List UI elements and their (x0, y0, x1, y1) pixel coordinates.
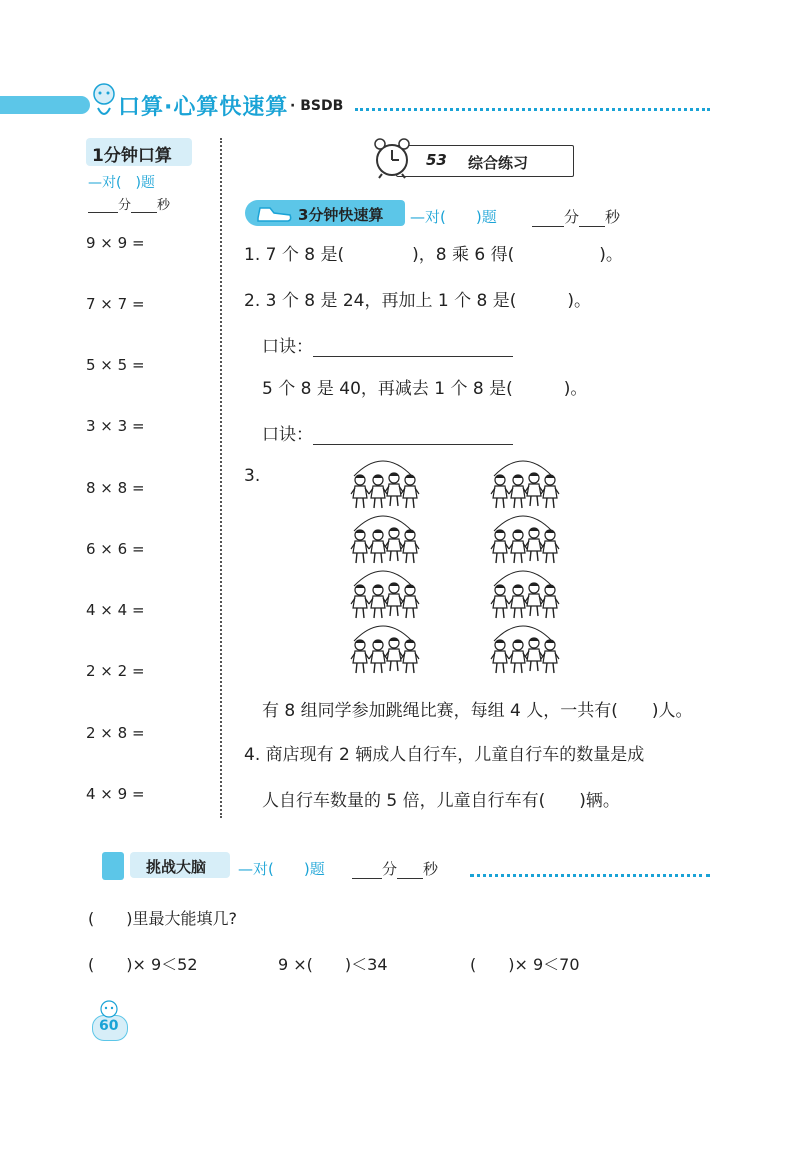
question-2b: 5 个 8 是 40，再减去 1 个 8 是( )。 (262, 379, 588, 399)
mascot-icon (88, 80, 120, 120)
mnemonic-blank (313, 428, 513, 445)
challenge-item: ( )× 9＜70 (470, 955, 580, 974)
column-divider (220, 138, 222, 818)
equation: 4 × 9 = (86, 785, 145, 803)
min-blank (88, 198, 118, 213)
question-4-line2: 人自行车数量的 5 倍，儿童自行车有( )辆。 (262, 791, 620, 811)
challenge-time (352, 858, 438, 879)
challenge-prompt: ( )里最大能填几? (88, 909, 237, 928)
equation: 8 × 8 = (86, 479, 145, 497)
question-1: 1. 7 个 8 是( )，8 乘 6 得( )。 (244, 245, 623, 265)
question-2a: 2. 3 个 8 是 24，再加上 1 个 8 是( )。 (244, 291, 592, 311)
min-blank (352, 864, 382, 879)
sec-blank (397, 864, 423, 879)
equation: 2 × 2 = (86, 662, 145, 680)
left-correct-count: —对( )题 (88, 175, 155, 191)
challenge-dotted-line (470, 874, 710, 877)
equation: 5 × 5 = (86, 356, 145, 374)
sec-label: 秒 (423, 860, 439, 878)
question-4-line1: 4. 商店现有 2 辆成人自行车，儿童自行车的数量是成 (244, 745, 645, 765)
clock-icon (372, 136, 412, 180)
sec-blank (131, 198, 157, 213)
challenge-correct-count: —对( )题 (238, 860, 325, 878)
mnemonic-blank (313, 340, 513, 357)
equation: 7 × 7 = (86, 295, 145, 313)
sec-label: 秒 (157, 198, 171, 213)
challenge-icon (102, 852, 124, 880)
question-3-text: 有 8 组同学参加跳绳比赛，每组 4 人，一共有( )人。 (262, 701, 693, 721)
equation: 4 × 4 = (86, 601, 145, 619)
left-badge-label: 1分钟口算 (92, 146, 172, 166)
mnemonic-line-a (262, 332, 513, 357)
shoe-icon (256, 202, 294, 224)
page-number: 60 (99, 1018, 119, 1034)
min-label: 分 (118, 198, 132, 213)
section-title: 综合练习 (468, 154, 529, 172)
header-title: 口算·心算快速算 (118, 95, 289, 120)
mnemonic-line-b (262, 420, 513, 445)
equation: 3 × 3 = (86, 417, 145, 435)
min-label: 分 (564, 208, 580, 226)
sec-label: 秒 (605, 208, 621, 226)
challenge-item: 9 ×( )＜34 (278, 955, 388, 974)
equation: 9 × 9 = (86, 234, 145, 252)
equation: 2 × 8 = (86, 724, 145, 742)
mnemonic-label: 口诀： (262, 425, 313, 445)
header-series: · BSDB (290, 98, 344, 114)
quick-time (532, 206, 620, 227)
min-label: 分 (382, 860, 398, 878)
quick-label: 3分钟快速算 (298, 206, 384, 224)
section-number: 53 (426, 151, 447, 169)
header-bar (0, 96, 90, 114)
jump-rope-children-illustration (350, 458, 620, 680)
challenge-item: ( )× 9＜52 (88, 955, 198, 974)
quick-correct-count: —对( )题 (410, 208, 497, 226)
left-time (88, 194, 170, 213)
equation: 6 × 6 = (86, 540, 145, 558)
sec-blank (579, 212, 605, 227)
question-3-number: 3. (244, 466, 261, 486)
challenge-label: 挑战大脑 (146, 858, 207, 876)
header-dotted-line (355, 108, 710, 111)
mascot-small-icon (96, 998, 122, 1018)
min-blank (532, 212, 564, 227)
mnemonic-label: 口诀： (262, 337, 313, 357)
